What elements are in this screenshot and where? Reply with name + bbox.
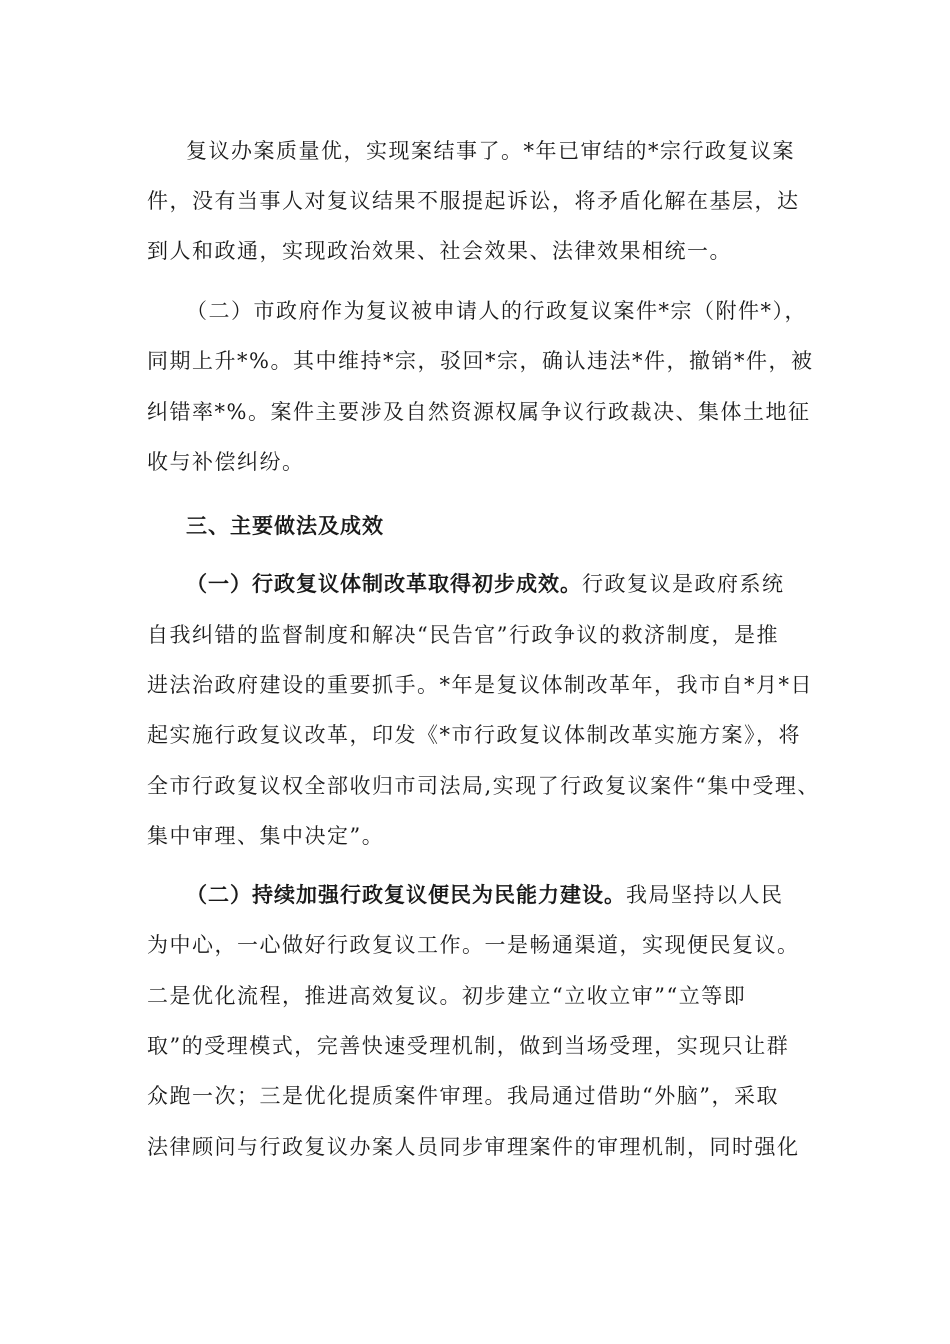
paragraph-4-line-6: 法律顾问与行政复议办案人员同步审理案件的审理机制，同时强化 (147, 1135, 800, 1159)
section-heading: 三、主要做法及成效 (186, 514, 384, 538)
paragraph-1-line-2: 件，没有当事人对复议结果不服提起诉讼，将矛盾化解在基层，达 (147, 189, 800, 213)
paragraph-4-bold-lead: （二）持续加强行政复议便民为民能力建设。 (186, 883, 626, 907)
paragraph-4-line-1-text: 我局坚持以人民 (626, 883, 784, 907)
paragraph-4-line-2: 为中心，一心做好行政复议工作。一是畅通渠道，实现便民复议。 (147, 933, 800, 957)
paragraph-1-line-1: 复议办案质量优，实现案结事了。*年已审结的*宗行政复议案 (186, 139, 795, 163)
paragraph-4-line-3: 二是优化流程，推进高效复议。初步建立“立收立审”“立等即 (147, 984, 747, 1008)
paragraph-3-line-3: 进法治政府建设的重要抓手。*年是复议体制改革年，我市自*月*日 (147, 673, 813, 697)
paragraph-3-line-4: 起实施行政复议改革，印发《*市行政复议体制改革实施方案》，将 (147, 723, 801, 747)
paragraph-1-line-3: 到人和政通，实现政治效果、社会效果、法律效果相统一。 (147, 239, 732, 263)
paragraph-3-line-5: 全市行政复议权全部收归市司法局,实现了行政复议案件“集中受理、 (147, 774, 820, 798)
paragraph-4-line-5: 众跑一次；三是优化提质案件审理。我局通过借助“外脑”，采取 (147, 1084, 779, 1108)
paragraph-2-line-1: （二）市政府作为复议被申请人的行政复议案件*宗（附件*）， (186, 299, 807, 323)
paragraph-3-line-1-text: 行政复议是政府系统 (582, 572, 785, 596)
paragraph-3-line-1 (186, 569, 807, 599)
paragraph-2-line-3: 纠错率*%。案件主要涉及自然资源权属争议行政裁决、集体土地征 (147, 400, 811, 424)
paragraph-2-line-2: 同期上升*%。其中维持*宗，驳回*宗，确认违法*件，撤销*件，被 (147, 349, 814, 373)
paragraph-2-line-4: 收与补偿纠纷。 (147, 450, 305, 474)
paragraph-4-line-4: 取”的受理模式，完善快速受理机制，做到当场受理，实现只让群 (147, 1034, 790, 1058)
paragraph-3-bold-lead: （一）行政复议体制改革取得初步成效。 (186, 572, 582, 596)
paragraph-4-line-1 (186, 880, 807, 910)
paragraph-3-line-6: 集中审理、集中决定”。 (147, 824, 385, 848)
paragraph-3-line-2: 自我纠错的监督制度和解决“民告官”行政争议的救济制度，是推 (147, 623, 779, 647)
